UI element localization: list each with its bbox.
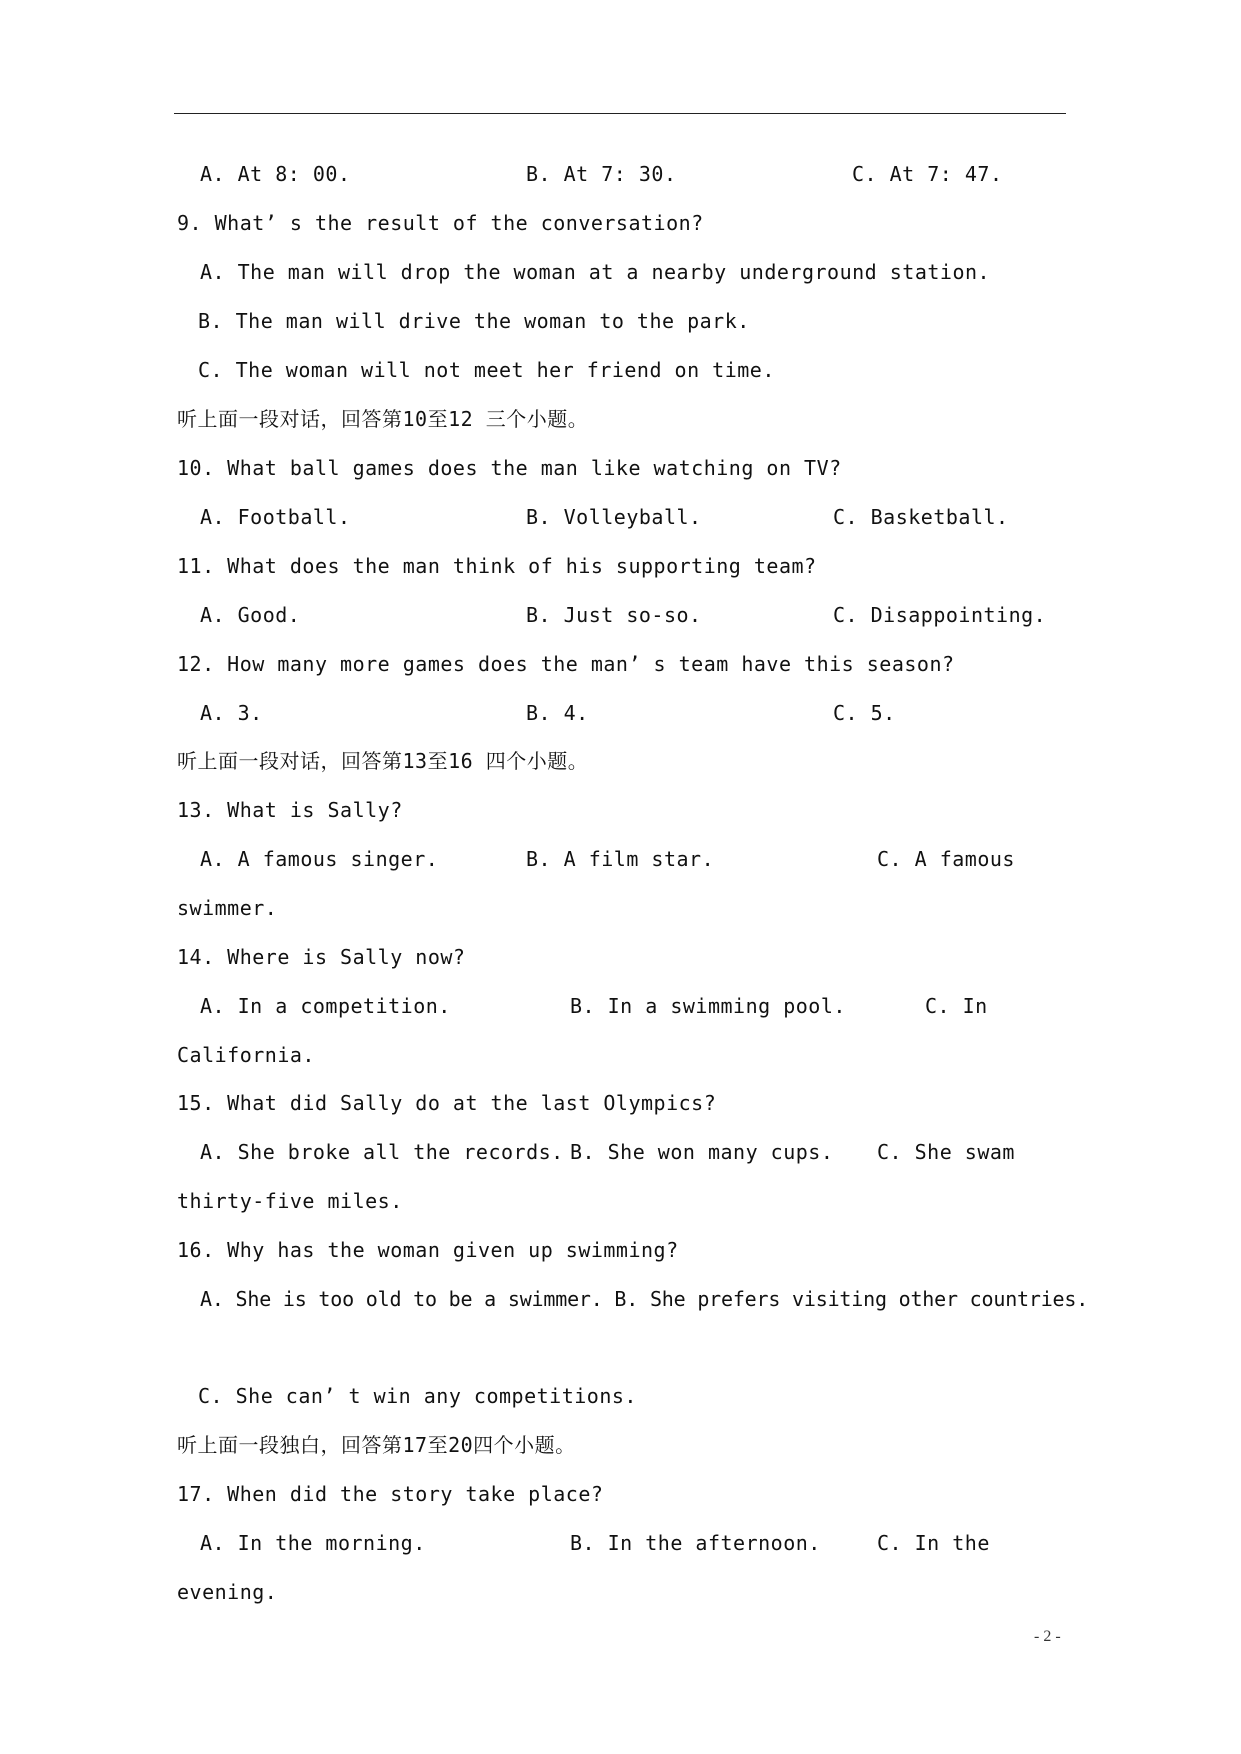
q8-option-b: B. At 7: 30. — [526, 162, 677, 186]
q15-option-c: C. She swam — [877, 1140, 1015, 1164]
q13-option-c-continued: swimmer. — [177, 896, 278, 920]
q17-question: 17. When did the story take place? — [177, 1482, 604, 1506]
q10-question: 10. What ball games does the man like watching on TV? — [177, 456, 842, 480]
q17-option-c: C. In the — [877, 1531, 990, 1555]
q14-option-b: B. In a swimming pool. — [570, 994, 846, 1018]
q8-option-c: C. At 7: 47. — [852, 162, 1003, 186]
q13-option-a: A. A famous singer. — [200, 847, 439, 871]
section-heading-10-12: 听上面一段对话，回答第10至12 三个小题。 — [177, 407, 589, 431]
q10-option-c: C. Basketball. — [833, 505, 1009, 529]
q10-option-a: A. Football. — [200, 505, 351, 529]
q9-option-a: A. The man will drop the woman at a nearby underground station. — [200, 260, 991, 284]
q11-question: 11. What does the man think of his supporting team? — [177, 554, 817, 578]
q15-option-a: A. She broke all the records. — [200, 1140, 564, 1164]
section-heading-13-16: 听上面一段对话，回答第13至16 四个小题。 — [177, 749, 589, 773]
q13-option-b: B. A film star. — [526, 847, 715, 871]
q14-question: 14. Where is Sally now? — [177, 945, 466, 969]
q14-option-c: C. In — [925, 994, 988, 1018]
q16-options-a-b: A. She is too old to be a swimmer. B. She prefers visiting other countries. — [200, 1287, 1089, 1311]
q9-option-c: C. The woman will not meet her friend on time. — [198, 358, 775, 382]
header-rule — [174, 113, 1066, 114]
q17-option-b: B. In the afternoon. — [570, 1531, 821, 1555]
q8-option-a: A. At 8: 00. — [200, 162, 351, 186]
q12-option-a: A. 3. — [200, 701, 263, 725]
q11-option-b: B. Just so-so. — [526, 603, 702, 627]
q9-question: 9. What’ s the result of the conversation? — [177, 211, 704, 235]
q12-question: 12. How many more games does the man’ s team have this season? — [177, 652, 955, 676]
q11-option-c: C. Disappointing. — [833, 603, 1047, 627]
q9-option-b: B. The man will drive the woman to the park. — [198, 309, 750, 333]
q10-option-b: B. Volleyball. — [526, 505, 702, 529]
q17-option-c-continued: evening. — [177, 1580, 278, 1604]
q15-option-c-continued: thirty-five miles. — [177, 1189, 403, 1213]
q14-option-c-continued: California. — [177, 1043, 315, 1067]
q14-option-a: A. In a competition. — [200, 994, 451, 1018]
page-number: - 2 - — [1034, 1628, 1061, 1645]
q13-option-c: C. A famous — [877, 847, 1015, 871]
section-heading-17-20: 听上面一段独白，回答第17至20四个小题。 — [177, 1433, 576, 1457]
q11-option-a: A. Good. — [200, 603, 301, 627]
q16-question: 16. Why has the woman given up swimming? — [177, 1238, 679, 1262]
q15-question: 15. What did Sally do at the last Olympics? — [177, 1091, 717, 1115]
q17-option-a: A. In the morning. — [200, 1531, 426, 1555]
q12-option-c: C. 5. — [833, 701, 896, 725]
q15-option-b: B. She won many cups. — [570, 1140, 834, 1164]
q13-question: 13. What is Sally? — [177, 798, 403, 822]
q12-option-b: B. 4. — [526, 701, 589, 725]
q16-option-c: C. She can’ t win any competitions. — [198, 1384, 637, 1408]
